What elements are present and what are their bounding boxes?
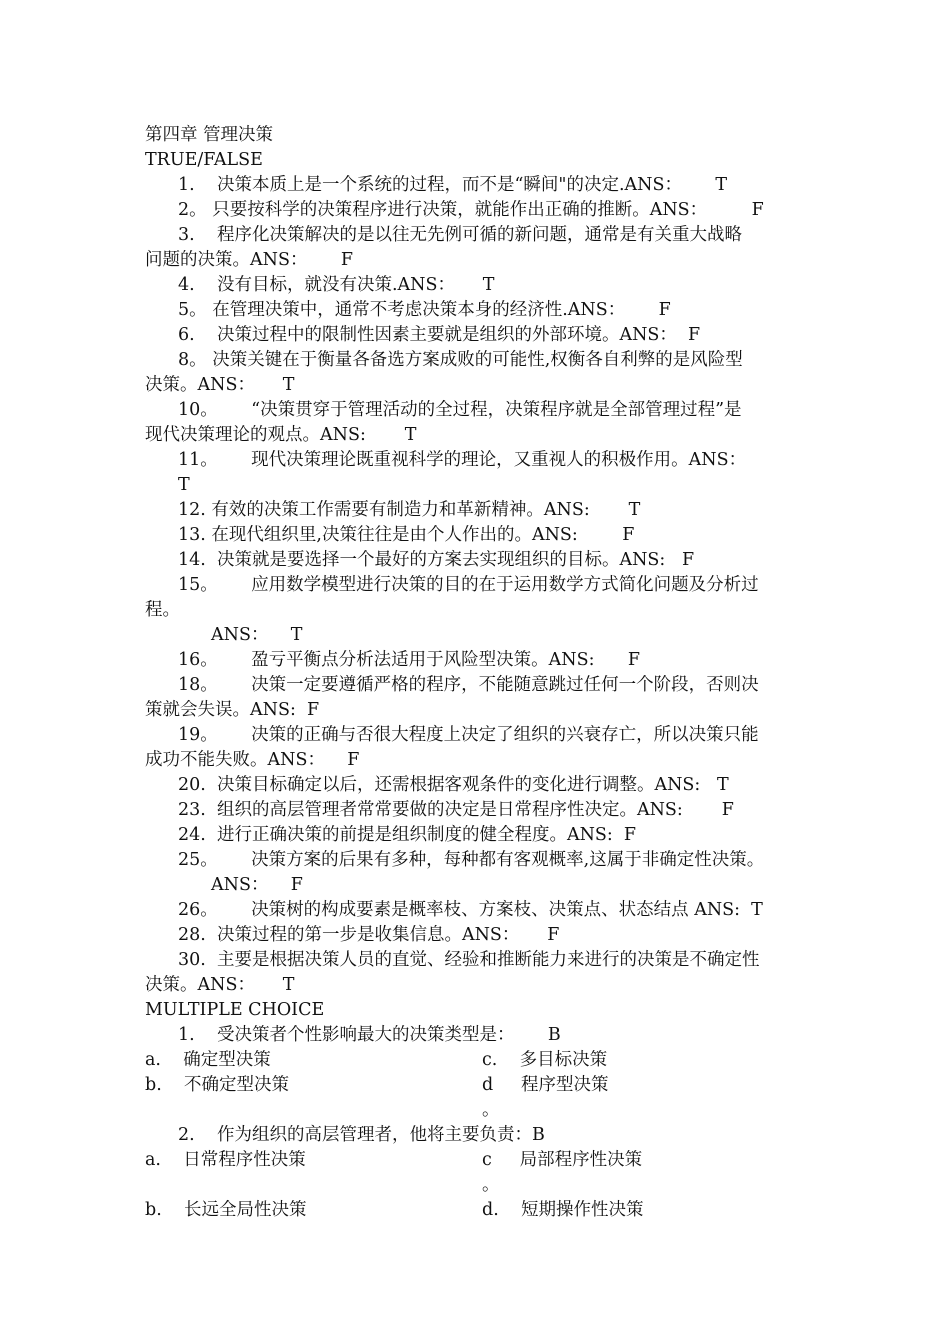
tf-item-cont: 问题的决策。ANS： F xyxy=(145,250,353,270)
tf-item-cont: 程。 xyxy=(145,600,180,620)
tf-item: 10。 “决策贯穿于管理活动的全过程，决策程序就是全部管理过程”是 xyxy=(178,400,742,420)
tf-item-cont: 策就会失误。ANS: F xyxy=(145,700,320,720)
mc-q2-option-d: d. 短期操作性决策 xyxy=(482,1200,644,1220)
tf-item: 24. 进行正确决策的前提是组织制度的健全程度。ANS: F xyxy=(178,825,637,845)
tf-item: 13. 在现代组织里,决策往往是由个人作出的。ANS: F xyxy=(178,525,635,545)
mc-q1-option-d: d 程序型决策 xyxy=(482,1075,609,1095)
tf-item: 6. 决策过程中的限制性因素主要就是组织的外部环境。ANS： F xyxy=(178,325,701,345)
mc-q2-option-b: b. 长远全局性决策 xyxy=(145,1200,307,1220)
tf-item: 14. 决策就是要选择一个最好的方案去实现组织的目标。ANS: F xyxy=(178,550,695,570)
mc-q1-option-a: a. 确定型决策 xyxy=(145,1050,271,1070)
tf-item: 8。 决策关键在于衡量各备选方案成败的可能性,权衡各自利弊的是风险型 xyxy=(178,350,743,370)
tf-heading: TRUE/FALSE xyxy=(145,150,263,170)
mc-q2-option-c: c 局部程序性决策 xyxy=(482,1150,643,1170)
tf-item: 11。 现代决策理论既重视科学的理论，又重视人的积极作用。ANS： xyxy=(178,450,747,470)
tf-item-answer: ANS： F xyxy=(211,875,303,895)
mc-q2-option-c-dot: 。 xyxy=(482,1175,500,1195)
tf-item: 18。 决策一定要遵循严格的程序，不能随意跳过任何一个阶段，否则决 xyxy=(178,675,759,695)
chapter-title: 第四章 管理决策 xyxy=(145,125,274,145)
mc-question-1: 1. 受决策者个性影响最大的决策类型是： B xyxy=(178,1025,561,1045)
tf-item: 30. 主要是根据决策人员的直觉、经验和推断能力来进行的决策是不确定性 xyxy=(178,950,760,970)
tf-item: 5。 在管理决策中，通常不考虑决策本身的经济性.ANS： F xyxy=(178,300,671,320)
mc-q1-option-c: c. 多目标决策 xyxy=(482,1050,608,1070)
tf-item-cont: 成功不能失败。ANS： F xyxy=(145,750,360,770)
mc-q2-option-a: a. 日常程序性决策 xyxy=(145,1150,306,1170)
tf-item: 20. 决策目标确定以后，还需根据客观条件的变化进行调整。ANS: T xyxy=(178,775,729,795)
mc-heading: MULTIPLE CHOICE xyxy=(145,1000,325,1020)
tf-item-cont: 现代决策理论的观点。ANS: T xyxy=(145,425,417,445)
mc-question-2: 2. 作为组织的高层管理者，他将主要负责：B xyxy=(178,1125,545,1145)
tf-item: 26。 决策树的构成要素是概率枝、方案枝、决策点、状态结点 ANS: T xyxy=(178,900,763,920)
tf-item: 3. 程序化决策解决的是以往无先例可循的新问题，通常是有关重大战略 xyxy=(178,225,742,245)
tf-item: 15。 应用数学模型进行决策的目的在于运用数学方式简化问题及分析过 xyxy=(178,575,759,595)
tf-item: 12. 有效的决策工作需要有制造力和革新精神。ANS: T xyxy=(178,500,641,520)
tf-item: 2。 只要按科学的决策程序进行决策，就能作出正确的推断。ANS： F xyxy=(178,200,764,220)
tf-item-answer: ANS： T xyxy=(211,625,303,645)
tf-item: 4. 没有目标，就没有决策.ANS： T xyxy=(178,275,495,295)
tf-item: 1. 决策本质上是一个系统的过程，而不是“瞬间"的决定.ANS： T xyxy=(178,175,727,195)
tf-item: 23. 组织的高层管理者常常要做的决定是日常程序性决定。ANS: F xyxy=(178,800,734,820)
tf-item: 25。 决策方案的后果有多种，每种都有客观概率,这属于非确定性决策。 xyxy=(178,850,765,870)
tf-item-cont: T xyxy=(178,475,190,495)
tf-item: 16。 盈亏平衡点分析法适用于风险型决策。ANS: F xyxy=(178,650,640,670)
tf-item: 19。 决策的正确与否很大程度上决定了组织的兴衰存亡，所以决策只能 xyxy=(178,725,759,745)
tf-item: 28. 决策过程的第一步是收集信息。ANS： F xyxy=(178,925,560,945)
tf-item-cont: 决策。ANS： T xyxy=(145,975,295,995)
mc-q1-option-b: b. 不确定型决策 xyxy=(145,1075,290,1095)
mc-q1-option-d-dot: 。 xyxy=(482,1100,500,1120)
tf-item-cont: 决策。ANS： T xyxy=(145,375,295,395)
